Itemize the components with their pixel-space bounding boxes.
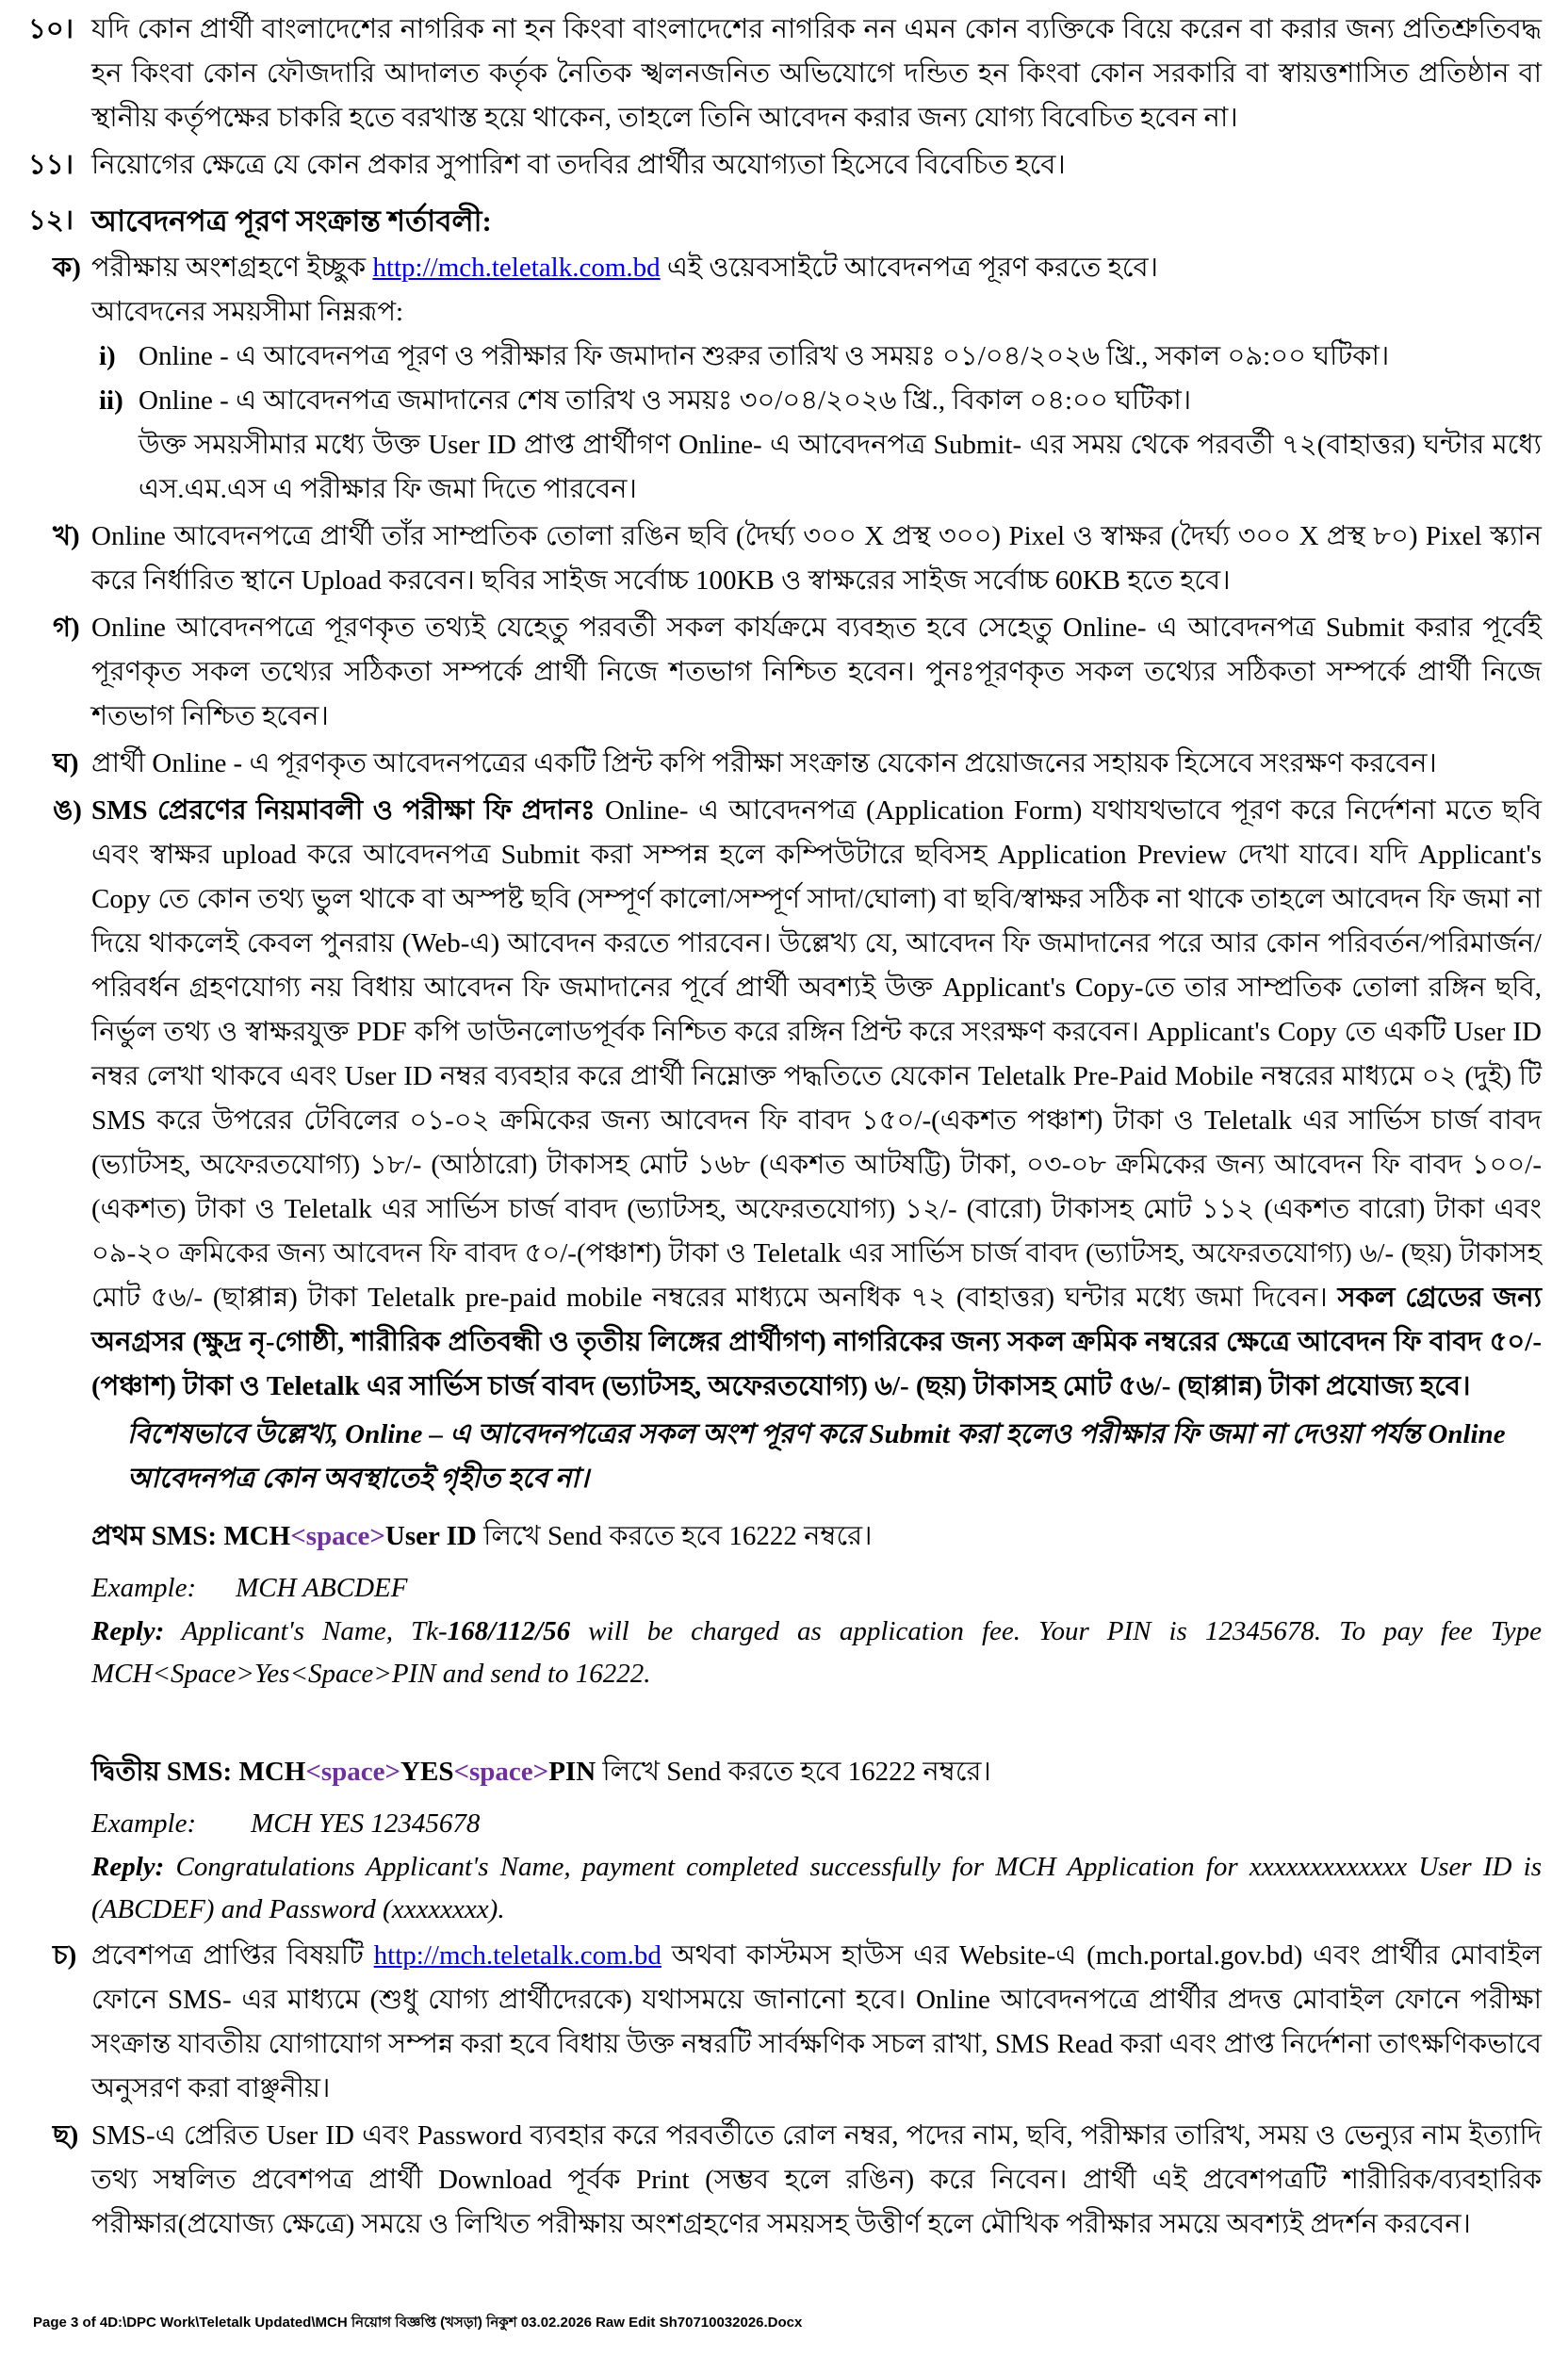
- clause-ka-post-link: এই ওয়েবসাইটে আবেদনপত্র পূরণ করতে হবে।: [660, 253, 1159, 283]
- clause-gha-text: প্রার্থী Online - এ পূরণকৃত আবেদনপত্রের একটি প্রিন্ট কপি পরীক্ষা সংক্রান্ত যেকোন প্রয়োজনের সহায়ক হিসেবে সংরক্ষণ করবেন।: [91, 748, 1437, 778]
- clause-kha-text: Online আবেদনপত্রে প্রার্থী তাঁর সাম্প্রতিক তোলা রঙিন ছবি (দৈর্ঘ্য ৩০০ X প্রস্থ ৩০০) Pixel ও স্বাক্ষর (দৈর্ঘ্য ৩০০ X প্রস্থ ৮০) Pixel স্ক্যান করে নির্ধারিত স্থানে Upload করবেন। ছবির সাইজ সর্বোচ্চ 100KB ও স্বাক্ষরের সাইজ সর্বোচ্চ 60KB হতে হবে।: [91, 521, 1542, 596]
- sub-item-i-text: Online - এ আবেদনপত্র পূরণ ও পরীক্ষার ফি জমাদান শুরুর তারিখ ও সময়ঃ ০১/০৪/২০২৬ খ্রি., সকাল ০৯:০০ ঘটিকা।: [139, 341, 1390, 371]
- reply-1-part2: will be charged as application fee. Your PIN is 12345678. To pay fee Type MCH<Space>Yes<Space>PIN and send to 16222.: [91, 1616, 1542, 1689]
- special-note-bn3: করা হলেও পরীক্ষার ফি জমা না দেওয়া পর্যন্ত: [956, 1419, 1429, 1449]
- vertical-spacer: [91, 1695, 1542, 1737]
- clause-11-text: নিয়োগের ক্ষেত্রে যে কোন প্রকার সুপারিশ বা তদবির প্রার্থীর অযোগ্যতা হিসেবে বিবেচিত হবে।: [91, 150, 1066, 180]
- example-1: [91, 1566, 1542, 1611]
- first-sms-tail: লিখে Send করতে হবে 16222 নম্বরে।: [476, 1521, 873, 1551]
- clause-cha-post-link: অথবা কাস্টমস হাউস এর Website-এ (mch.portal.gov.bd) এবং প্রার্থীর মোবাইল ফোনে SMS- এর মাধ্যমে (শুধু যোগ্য প্রার্থীদেরকে) যথাসময়ে জানানো হবে। Online আবেদনপত্রে প্রার্থীর প্রদত্ত মোবাইল ফোনে পরীক্ষা সংক্রান্ত যাবতীয় যোগাযোগ সম্পন্ন করা হবে বিধায় উক্ত নম্বরটি সার্বক্ষণিক সচল রাখা, SMS Read করা এবং প্রাপ্ত নির্দেশনা তাৎক্ষণিকভাবে অনুসরণ করা বাঞ্ছনীয়।: [91, 1940, 1542, 2103]
- example-1-label: Example:: [91, 1573, 197, 1603]
- clause-chha-text: SMS-এ প্রেরিত User ID এবং Password ব্যবহার করে পরবর্তীতে রোল নম্বর, পদের নাম, ছবি, পরীক্ষার তারিখ, সময় ও ভেন্যুর নাম ইত্যাদি তথ্য সম্বলিত প্রবেশপত্র প্রার্থী Download পূর্বক Print (সম্ভব হলে রঙিন) করে নিবেন। প্রার্থী এই প্রবেশপত্রটি শারীরিক/ব্যবহারিক পরীক্ষার(প্রযোজ্য ক্ষেত্রে) সময়ে ও লিখিত পরীক্ষায় অংশগ্রহণের সময়সহ উত্তীর্ণ হলে মৌখিক পরীক্ষার সময়ে অবশ্যই প্রদর্শন করবেন।: [91, 2120, 1542, 2239]
- clause-uno-marker: ঙ): [53, 795, 82, 826]
- sub-item-ii-marker: ii): [99, 385, 123, 416]
- sub-item-i-marker: i): [99, 341, 116, 371]
- special-note-bn2: এ আবেদনপত্রের সকল অংশ পূরণ করে: [449, 1419, 870, 1449]
- reply-1-label: Reply:: [91, 1616, 165, 1646]
- document-file-path: D:\DPC Work\Teletalk Updated\MCH নিয়োগ বিজ্ঞপ্তি (খসড়া) নিকুশ 03.02.2026 Raw Edit Sh70710032026.Docx: [107, 2315, 803, 2331]
- reply-2-label: Reply:: [91, 1852, 165, 1882]
- clause-uno: [28, 789, 1542, 1931]
- special-note-en3: Online: [1428, 1419, 1506, 1449]
- example-1-value: MCH ABCDEF: [236, 1573, 408, 1603]
- clause-10-marker: ১০।: [28, 14, 74, 44]
- second-sms-label: দ্বিতীয় SMS: MCH: [91, 1757, 306, 1787]
- clause-12-marker: ১২।: [28, 205, 74, 236]
- page-footer: [33, 2315, 802, 2331]
- clause-cha-pre-link: প্রবেশপত্র প্রাপ্তির বিষয়টি: [91, 1940, 374, 1971]
- clause-11-marker: ১১।: [28, 150, 74, 180]
- clause-kha: [28, 515, 1542, 603]
- clause-ga-text: Online আবেদনপত্রে পূরণকৃত তথ্যই যেহেতু পরবর্তী সকল কার্যক্রমে ব্যবহৃত হবে সেহেতু Online- এ আবেদনপত্র Submit করার পূর্বেই পূরণকৃত সকল তথ্যের সঠিকতা সম্পর্কে প্রার্থী নিজে শতভাগ নিশ্চিত হবেন। পুনঃপূরণকৃত সকল তথ্যের সঠিকতা সম্পর্কে প্রার্থী নিজে শতভাগ নিশ্চিত হবেন।: [91, 613, 1542, 731]
- special-note-bn1: বিশেষভাবে উল্লেখ্য,: [127, 1419, 346, 1449]
- clause-ka-pre-link: পরীক্ষায় অংশগ্রহণে ইচ্ছুক: [91, 253, 373, 283]
- second-sms-tail: লিখে Send করতে হবে 16222 নম্বরে।: [596, 1757, 991, 1787]
- special-note-en2: Submit: [869, 1419, 957, 1449]
- sub-item-ii-cont: উক্ত সময়সীমার মধ্যে উক্ত User ID প্রাপ্ত প্রার্থীগণ Online- এ আবেদনপত্র Submit- এর সময় থেকে পরবর্তী ৭২(বাহাত্তর) ঘন্টার মধ্যে এস.এম.এস এ পরীক্ষার ফি জমা দিতে পারবেন।: [139, 430, 1542, 504]
- space-tag: <space>: [453, 1757, 549, 1787]
- space-tag: <space>: [305, 1757, 401, 1787]
- second-sms-pin: PIN: [548, 1757, 596, 1787]
- special-note: [91, 1413, 1542, 1501]
- clause-12-heading: আবেদনপত্র পূরণ সংক্রান্ত শর্তাবলী:: [91, 205, 492, 237]
- first-sms-userid: User ID: [384, 1521, 477, 1551]
- clause-chha: [28, 2114, 1542, 2247]
- clause-cha: [28, 1934, 1542, 2111]
- clause-11: [28, 143, 1542, 188]
- second-sms-yes: YES: [400, 1757, 454, 1787]
- clause-gha-marker: ঘ): [53, 748, 79, 778]
- special-note-en1: Online –: [345, 1419, 450, 1449]
- sub-item-i: [91, 335, 1542, 379]
- sms-rules-bold-tail: সকল গ্রেডের জন্য অনগ্রসর (ক্ষুদ্র নৃ-গোষ্ঠী, শারীরিক প্রতিবন্ধী ও তৃতীয় লিঙ্গের প্রার্থীগণ) নাগরিকের জন্য সকল ক্রমিক নম্বরের ক্ষেত্রে আবেদন ফি বাবদ ৫০/-(পঞ্চাশ) টাকা ও Teletalk এর সার্ভিস চার্জ বাবদ (ভ্যাটসহ, অফেরতযোগ্য) ৬/- (ছয়) টাকাসহ মোট ৫৬/- (ছাপ্পান্ন) টাকা প্রযোজ্য হবে।: [91, 1283, 1542, 1401]
- clause-chha-marker: ছ): [53, 2120, 79, 2151]
- sms-rules-paragraph: [91, 789, 1542, 1409]
- clause-12: [28, 199, 1542, 243]
- first-sms-label: প্রথম SMS: MCH: [91, 1521, 291, 1551]
- clause-kha-marker: খ): [53, 521, 80, 551]
- clause-cha-text: [91, 1934, 1542, 2111]
- deadline-intro: আবেদনের সময়সীমা নিম্নরূপ:: [91, 297, 404, 327]
- sub-item-ii: [91, 379, 1542, 512]
- example-2: [91, 1802, 1542, 1846]
- page-number-label: Page 3 of 4: [33, 2315, 108, 2331]
- clause-cha-marker: চ): [53, 1940, 77, 1971]
- clause-ga-marker: গ): [53, 613, 80, 643]
- clause-gha: [28, 742, 1542, 786]
- second-sms-instruction: [91, 1750, 1542, 1794]
- reply-2: [91, 1846, 1542, 1931]
- reply-1-fee: 168/112/56: [447, 1616, 571, 1646]
- clause-ga: [28, 606, 1542, 739]
- clause-ka-marker: ক): [53, 253, 81, 283]
- sub-item-ii-text: Online - এ আবেদনপত্র জমাদানের শেষ তারিখ ও সময়ঃ ৩০/০৪/২০২৬ খ্রি., বিকাল ০৪:০০ ঘটিকা।: [139, 385, 1192, 416]
- clause-ka-intro: [91, 246, 1542, 290]
- space-tag: <space>: [290, 1521, 385, 1551]
- first-sms-instruction: [91, 1514, 1542, 1559]
- clause-10-text: যদি কোন প্রার্থী বাংলাদেশের নাগরিক না হন কিংবা বাংলাদেশের নাগরিক নন এমন কোন ব্যক্তিকে বিয়ে করেন বা করার জন্য প্রতিশ্রুতিবদ্ধ হন কিংবা কোন ফৌজদারি আদালত কর্তৃক নৈতিক স্খলনজনিত অভিযোগে দন্ডিত হন কিংবা কোন সরকারি বা স্বায়ত্তশাসিত প্রতিষ্ঠান বা স্থানীয় কর্তৃপক্ষের চাকরি হতে বরখাস্ত হয়ে থাকেন, তাহলে তিনি আবেদন করার জন্য যোগ্য বিবেচিত হবেন না।: [91, 14, 1542, 133]
- reply-1: [91, 1611, 1542, 1695]
- sms-rules-main: Online- এ আবেদনপত্র (Application Form) যথাযথভাবে পূরণ করে নির্দেশনা মতে ছবি এবং স্বাক্ষর upload করে আবেদনপত্র Submit করা সম্পন্ন হলে কম্পিউটারে ছবিসহ Application Preview দেখা যাবে। যদি Applicant's Copy তে কোন তথ্য ভুল থাকে বা অস্পষ্ট ছবি (সম্পূর্ণ কালো/সম্পূর্ণ সাদা/ঘোলা) বা ছবি/স্বাক্ষর সঠিক না থাকে তাহলে আবেদন ফি জমা না দিয়ে থাকলেই কেবল পুনরায় (Web-এ) আবেদন করতে পারবেন। উল্লেখ্য যে, আবেদন ফি জমাদানের পরে আর কোন পরিবর্তন/পরিমার্জন/পরিবর্ধন গ্রহণযোগ্য নয় বিধায় আবেদন ফি জমাদানের পূর্বে প্রার্থী অবশ্যই উক্ত Applicant's Copy-তে তার সাম্প্রতিক তোলা রঙ্গিন ছবি, নির্ভুল তথ্য ও স্বাক্ষরযুক্ত PDF কপি ডাউনলোডপূর্বক নিশ্চিত করে রঙ্গিন প্রিন্ট করে সংরক্ষণ করবেন। Applicant's Copy তে একটি User ID নম্বর লেখা থাকবে এবং User ID নম্বর ব্যবহার করে প্রার্থী নিম্নোক্ত পদ্ধতিতে যেকোন Teletalk Pre-Paid Mobile নম্বরের মাধ্যমে ০২ (দুই) টি SMS করে উপরের টেবিলের ০১-০২ ক্রমিকের জন্য আবেদন ফি বাবদ ১৫০/-(একশত পঞ্চাশ) টাকা ও Teletalk এর সার্ভিস চার্জ বাবদ (ভ্যাটসহ, অফেরতযোগ্য) ১৮/- (আঠারো) টাকাসহ মোট ১৬৮ (একশত আটষট্টি) টাকা, ০৩-০৮ ক্রমিকের জন্য আবেদন ফি বাবদ ১০০/-(একশত) টাকা ও Teletalk এর সার্ভিস চার্জ বাবদ (ভ্যাটসহ, অফেরতযোগ্য) ১২/- (বারো) টাকাসহ মোট ১১২ (একশত বারো) টাকা এবং ০৯-২০ ক্রমিকের জন্য আবেদন ফি বাবদ ৫০/-(পঞ্চাশ) টাকা ও Teletalk এর সার্ভিস চার্জ বাবদ (ভ্যাটসহ, অফেরতযোগ্য) ৬/- (ছয়) টাকাসহ মোট ৫৬/- (ছাপ্পান্ন) টাকা Teletalk pre-paid mobile নম্বরের মাধ্যমে অনধিক ৭২ (বাহাত্তর) ঘন্টার মধ্যে জমা দিবেন।: [91, 795, 1542, 1313]
- special-note-bn4: আবেদনপত্র কোন অবস্থাতেই গৃহীত হবে না।: [127, 1464, 589, 1494]
- clause-ka: [28, 246, 1542, 512]
- sms-rules-heading: SMS প্রেরণের নিয়মাবলী ও পরীক্ষা ফি প্রদানঃ: [91, 795, 605, 826]
- application-website-link[interactable]: http://mch.teletalk.com.bd: [372, 253, 661, 283]
- admit-card-website-link[interactable]: http://mch.teletalk.com.bd: [373, 1940, 662, 1971]
- reply-1-part1: Applicant's Name, Tk-: [164, 1616, 448, 1646]
- example-2-label: Example:: [91, 1808, 197, 1839]
- clause-10: [28, 8, 1542, 140]
- reply-2-part1: Congratulations Applicant's Name, payment completed successfully for MCH Application for xxxxxxxxxxxxx User ID is (ABCDEF) and Password (xxxxxxxx).: [91, 1852, 1542, 1924]
- example-2-value: MCH YES 12345678: [251, 1808, 481, 1839]
